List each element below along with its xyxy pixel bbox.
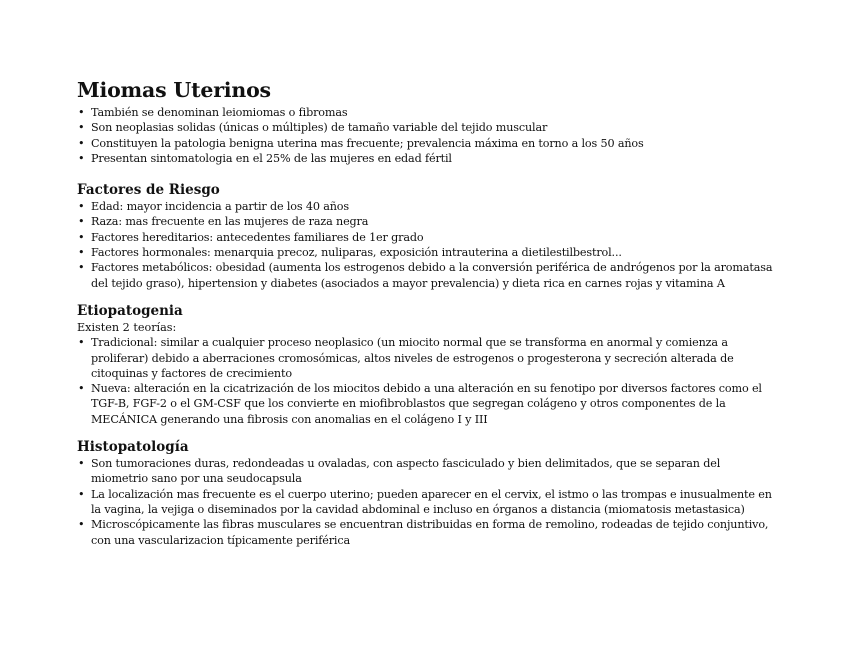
list-item: • Microscópicamente las fibras musculares se encuentran distribuidas en forma de remolino, rodeadas de tejido conjuntivo, con una vascularizacion típicamente periférica [77,517,777,548]
list-item: • Edad: mayor incidencia a partir de los 40 años [77,199,777,214]
etiopathogenesis-heading: Etiopatogenia [77,302,183,319]
list-item: • Son tumoraciones duras, redondeadas u ovaladas, con aspecto fasciculado y bien delimitados, que se separan del miometrio sano por una seudocapsula [77,456,777,487]
list-item: • Son neoplasias solidas (únicas o múltiples) de tamaño variable del tejido muscular [77,120,777,135]
list-item: • Factores hormonales: menarquia precoz, nuliparas, exposición intrauterina a dietilestilbestrol... [77,245,777,260]
risk-factors-heading: Factores de Riesgo [77,182,220,199]
overview-list [77,105,777,166]
page-title: Miomas Uterinos [77,78,271,102]
risk-factors-list [77,199,777,291]
etiopathogenesis-intro: Existen 2 teorías: [77,320,177,334]
list-item: • Tradicional: similar a cualquier proceso neoplasico (un miocito normal que se transforma en anormal y comienza a proliferar) debido a aberraciones cromosómicas, altos niveles de estrogenos o progesterona y secreción alterada de citoquinas y factores de crecimiento [77,335,777,381]
risk-factors-section [77,182,777,291]
list-item: • Nueva: alteración en la cicatrización de los miocitos debido a una alteración en su fenotipo por diversos factores como el TGF-B, FGF-2 o el GM-CSF que los convierte en miofibroblastos que segregan colágeno y otros componentes de la MECÁNICA generando una fibrosis con anomalias en el colágeno I y III [77,381,777,427]
list-item: • Constituyen la patologia benigna uterina mas frecuente; prevalencia máxima en torno a los 50 años [77,136,777,151]
document-page [77,78,777,560]
histopathology-list [77,456,777,548]
list-item: • Raza: mas frecuente en las mujeres de raza negra [77,214,777,229]
list-item: • La localización mas frecuente es el cuerpo uterino; pueden aparecer en el cervix, el istmo o las trompas e inusualmente en la vagina, la vejiga o diseminados por la cavidad abdominal e incluso en órganos a distancia (miomatosis metastasica) [77,487,777,518]
list-item: • También se denominan leiomiomas o fibromas [77,105,777,120]
histopathology-heading: Histopatología [77,439,189,456]
etiopathogenesis-list [77,335,777,427]
list-item: • Factores metabólicos: obesidad (aumenta los estrogenos debido a la conversión periférica de andrógenos por la aromatasa del tejido graso), hipertension y diabetes (asociados a mayor prevalencia) y dieta rica en carnes rojas y vitamina A [77,260,777,291]
list-item: • Factores hereditarios: antecedentes familiares de 1er grado [77,230,777,245]
etiopathogenesis-section [77,303,777,427]
list-item: • Presentan sintomatologia en el 25% de las mujeres en edad fértil [77,151,777,166]
histopathology-section [77,439,777,548]
overview-section [77,78,777,166]
